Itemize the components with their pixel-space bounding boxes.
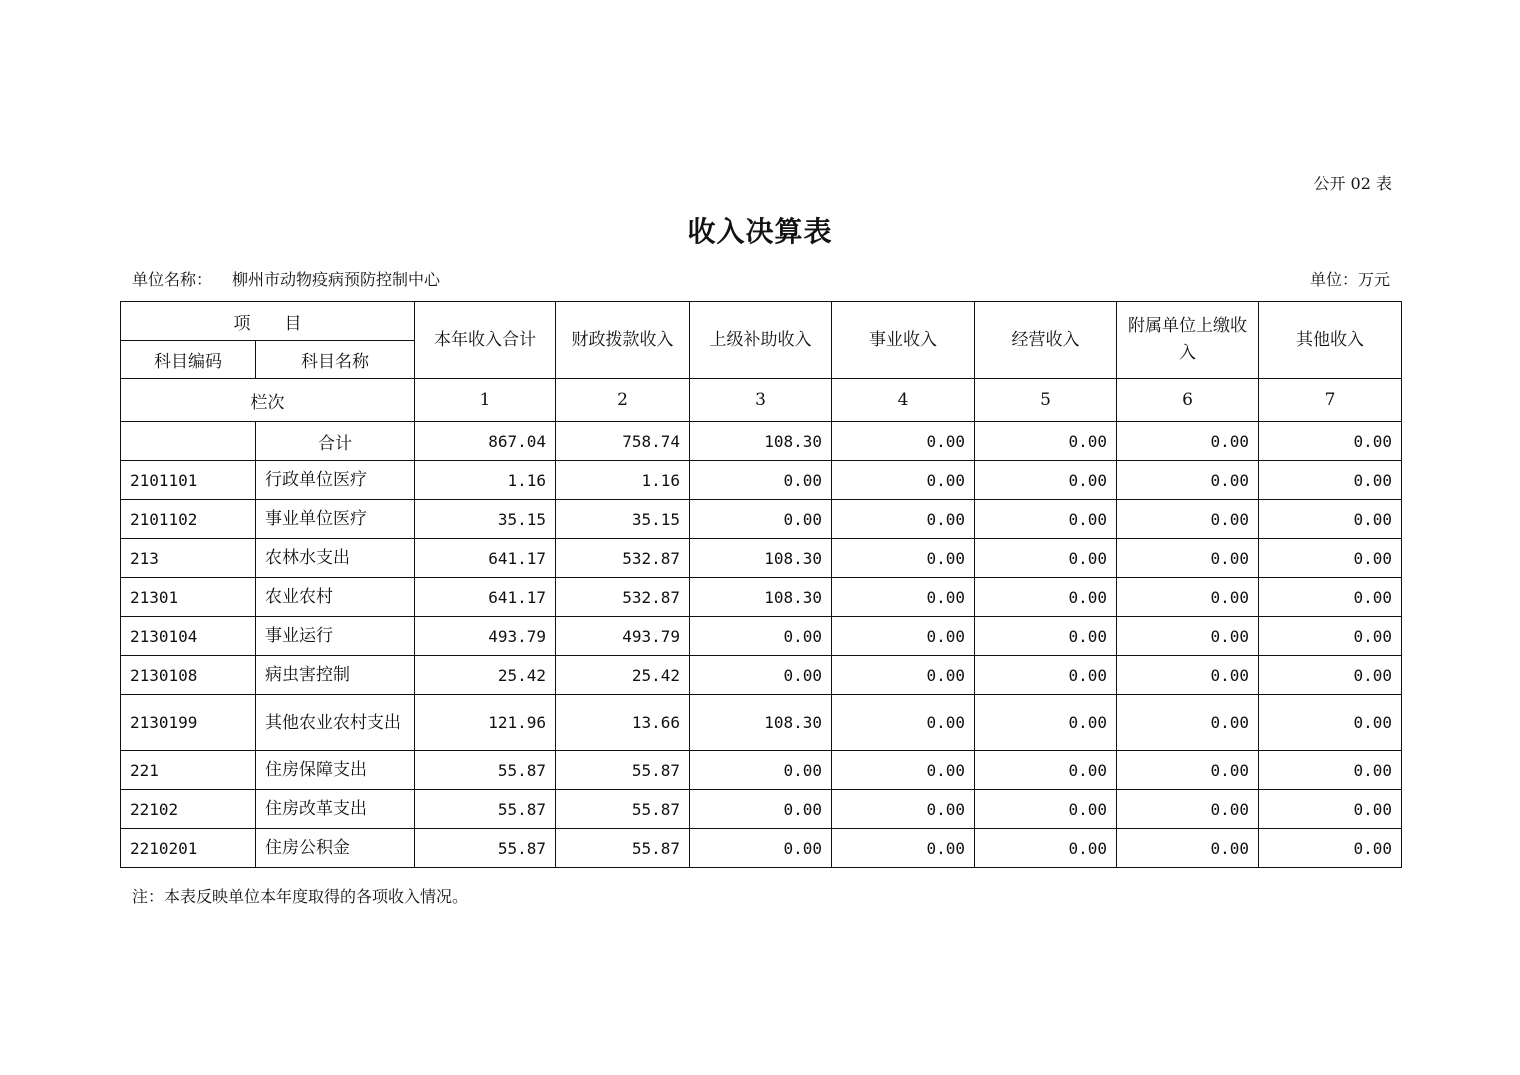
amount-cell: 0.00 <box>1117 617 1259 656</box>
subject-name: 住房公积金 <box>256 829 415 868</box>
table-row <box>121 500 1402 539</box>
amount-cell: 0.00 <box>975 751 1117 790</box>
amount-cell: 0.00 <box>832 751 975 790</box>
amount-cell: 0.00 <box>1259 461 1402 500</box>
amount-cell: 0.00 <box>1117 539 1259 578</box>
total-value: 0.00 <box>1117 422 1259 461</box>
subject-code: 2130108 <box>121 656 256 695</box>
amount-cell: 0.00 <box>1259 656 1402 695</box>
amount-cell: 1.16 <box>415 461 556 500</box>
subject-code: 221 <box>121 751 256 790</box>
unit-name: 柳州市动物疫病预防控制中心 <box>232 270 441 289</box>
total-value: 108.30 <box>690 422 832 461</box>
amount-cell: 108.30 <box>690 695 832 751</box>
currency-unit: 单位：万元 <box>1309 270 1390 289</box>
amount-cell: 0.00 <box>975 461 1117 500</box>
table-row <box>121 461 1402 500</box>
header-col-5: 经营收入 <box>975 302 1117 379</box>
amount-cell: 0.00 <box>1259 751 1402 790</box>
total-value: 758.74 <box>556 422 690 461</box>
amount-cell: 0.00 <box>975 790 1117 829</box>
amount-cell: 0.00 <box>975 695 1117 751</box>
amount-cell: 55.87 <box>415 790 556 829</box>
income-table <box>120 301 1402 868</box>
subject-code: 2210201 <box>121 829 256 868</box>
page-title: 收入决算表 <box>687 215 833 248</box>
header-col-7: 其他收入 <box>1259 302 1402 379</box>
amount-cell: 0.00 <box>690 790 832 829</box>
amount-cell: 55.87 <box>556 790 690 829</box>
amount-cell: 0.00 <box>832 656 975 695</box>
amount-cell: 121.96 <box>415 695 556 751</box>
amount-cell: 0.00 <box>690 829 832 868</box>
total-code-cell <box>121 422 256 461</box>
amount-cell: 0.00 <box>690 500 832 539</box>
amount-cell: 493.79 <box>415 617 556 656</box>
table-row <box>121 656 1402 695</box>
amount-cell: 0.00 <box>832 461 975 500</box>
amount-cell: 532.87 <box>556 578 690 617</box>
amount-cell: 0.00 <box>690 617 832 656</box>
subject-code: 2101101 <box>121 461 256 500</box>
subject-code: 2130104 <box>121 617 256 656</box>
amount-cell: 0.00 <box>1117 500 1259 539</box>
amount-cell: 0.00 <box>1259 790 1402 829</box>
amount-cell: 55.87 <box>415 751 556 790</box>
subject-name: 事业单位医疗 <box>256 500 415 539</box>
amount-cell: 0.00 <box>832 829 975 868</box>
amount-cell: 0.00 <box>1259 829 1402 868</box>
amount-cell: 25.42 <box>415 656 556 695</box>
amount-cell: 0.00 <box>832 578 975 617</box>
subject-name: 其他农业农村支出 <box>256 695 415 751</box>
amount-cell: 0.00 <box>1117 751 1259 790</box>
col-number: 3 <box>690 379 832 422</box>
amount-cell: 0.00 <box>832 617 975 656</box>
form-number: 公开 02 表 <box>1313 174 1392 193</box>
amount-cell: 0.00 <box>975 656 1117 695</box>
unit-info-row <box>132 267 1390 290</box>
total-value: 867.04 <box>415 422 556 461</box>
header-col-2: 财政拨款收入 <box>556 302 690 379</box>
subject-code: 2130199 <box>121 695 256 751</box>
amount-cell: 0.00 <box>1117 829 1259 868</box>
table-row <box>121 695 1402 751</box>
col-number: 7 <box>1259 379 1402 422</box>
amount-cell: 0.00 <box>1117 656 1259 695</box>
table-row <box>121 790 1402 829</box>
unit-name-label: 单位名称： <box>132 270 213 289</box>
amount-cell: 55.87 <box>556 829 690 868</box>
col-number: 1 <box>415 379 556 422</box>
amount-cell: 0.00 <box>975 578 1117 617</box>
subject-name: 住房改革支出 <box>256 790 415 829</box>
total-value: 0.00 <box>1259 422 1402 461</box>
table-row <box>121 539 1402 578</box>
subject-name: 行政单位医疗 <box>256 461 415 500</box>
subject-code: 213 <box>121 539 256 578</box>
amount-cell: 1.16 <box>556 461 690 500</box>
amount-cell: 0.00 <box>1259 578 1402 617</box>
table-row <box>121 578 1402 617</box>
header-col-6: 附属单位上缴收入 <box>1117 302 1259 379</box>
header-col-3: 上级补助收入 <box>690 302 832 379</box>
amount-cell: 55.87 <box>556 751 690 790</box>
amount-cell: 0.00 <box>1259 695 1402 751</box>
amount-cell: 641.17 <box>415 539 556 578</box>
amount-cell: 0.00 <box>975 829 1117 868</box>
amount-cell: 641.17 <box>415 578 556 617</box>
amount-cell: 13.66 <box>556 695 690 751</box>
row-index-label: 栏次 <box>121 379 415 422</box>
total-label: 合计 <box>256 422 415 461</box>
total-value: 0.00 <box>975 422 1117 461</box>
amount-cell: 532.87 <box>556 539 690 578</box>
total-value: 0.00 <box>832 422 975 461</box>
subject-name: 住房保障支出 <box>256 751 415 790</box>
amount-cell: 0.00 <box>1259 500 1402 539</box>
amount-cell: 108.30 <box>690 578 832 617</box>
amount-cell: 25.42 <box>556 656 690 695</box>
amount-cell: 0.00 <box>1117 695 1259 751</box>
table-row <box>121 829 1402 868</box>
table-row <box>121 751 1402 790</box>
header-col-1: 本年收入合计 <box>415 302 556 379</box>
amount-cell: 493.79 <box>556 617 690 656</box>
header-col-4: 事业收入 <box>832 302 975 379</box>
amount-cell: 55.87 <box>415 829 556 868</box>
subject-name: 事业运行 <box>256 617 415 656</box>
header-item: 项 目 <box>121 302 415 341</box>
subject-code: 21301 <box>121 578 256 617</box>
table-note: 注：本表反映单位本年度取得的各项收入情况。 <box>132 887 469 906</box>
amount-cell: 0.00 <box>975 500 1117 539</box>
amount-cell: 0.00 <box>1117 461 1259 500</box>
amount-cell: 0.00 <box>690 751 832 790</box>
amount-cell: 0.00 <box>1117 578 1259 617</box>
table-row <box>121 617 1402 656</box>
amount-cell: 0.00 <box>832 695 975 751</box>
amount-cell: 0.00 <box>832 539 975 578</box>
subject-name: 农业农村 <box>256 578 415 617</box>
total-row <box>121 422 1402 461</box>
col-number: 4 <box>832 379 975 422</box>
amount-cell: 0.00 <box>690 461 832 500</box>
subject-name: 农林水支出 <box>256 539 415 578</box>
amount-cell: 0.00 <box>832 790 975 829</box>
subject-code: 2101102 <box>121 500 256 539</box>
col-number: 6 <box>1117 379 1259 422</box>
col-number: 2 <box>556 379 690 422</box>
col-number: 5 <box>975 379 1117 422</box>
subject-code: 22102 <box>121 790 256 829</box>
amount-cell: 0.00 <box>1117 790 1259 829</box>
amount-cell: 0.00 <box>975 617 1117 656</box>
amount-cell: 35.15 <box>556 500 690 539</box>
subject-name: 病虫害控制 <box>256 656 415 695</box>
amount-cell: 108.30 <box>690 539 832 578</box>
amount-cell: 0.00 <box>690 656 832 695</box>
amount-cell: 0.00 <box>1259 539 1402 578</box>
amount-cell: 35.15 <box>415 500 556 539</box>
amount-cell: 0.00 <box>1259 617 1402 656</box>
header-name: 科目名称 <box>256 341 415 379</box>
amount-cell: 0.00 <box>832 500 975 539</box>
header-code: 科目编码 <box>121 341 256 379</box>
amount-cell: 0.00 <box>975 539 1117 578</box>
